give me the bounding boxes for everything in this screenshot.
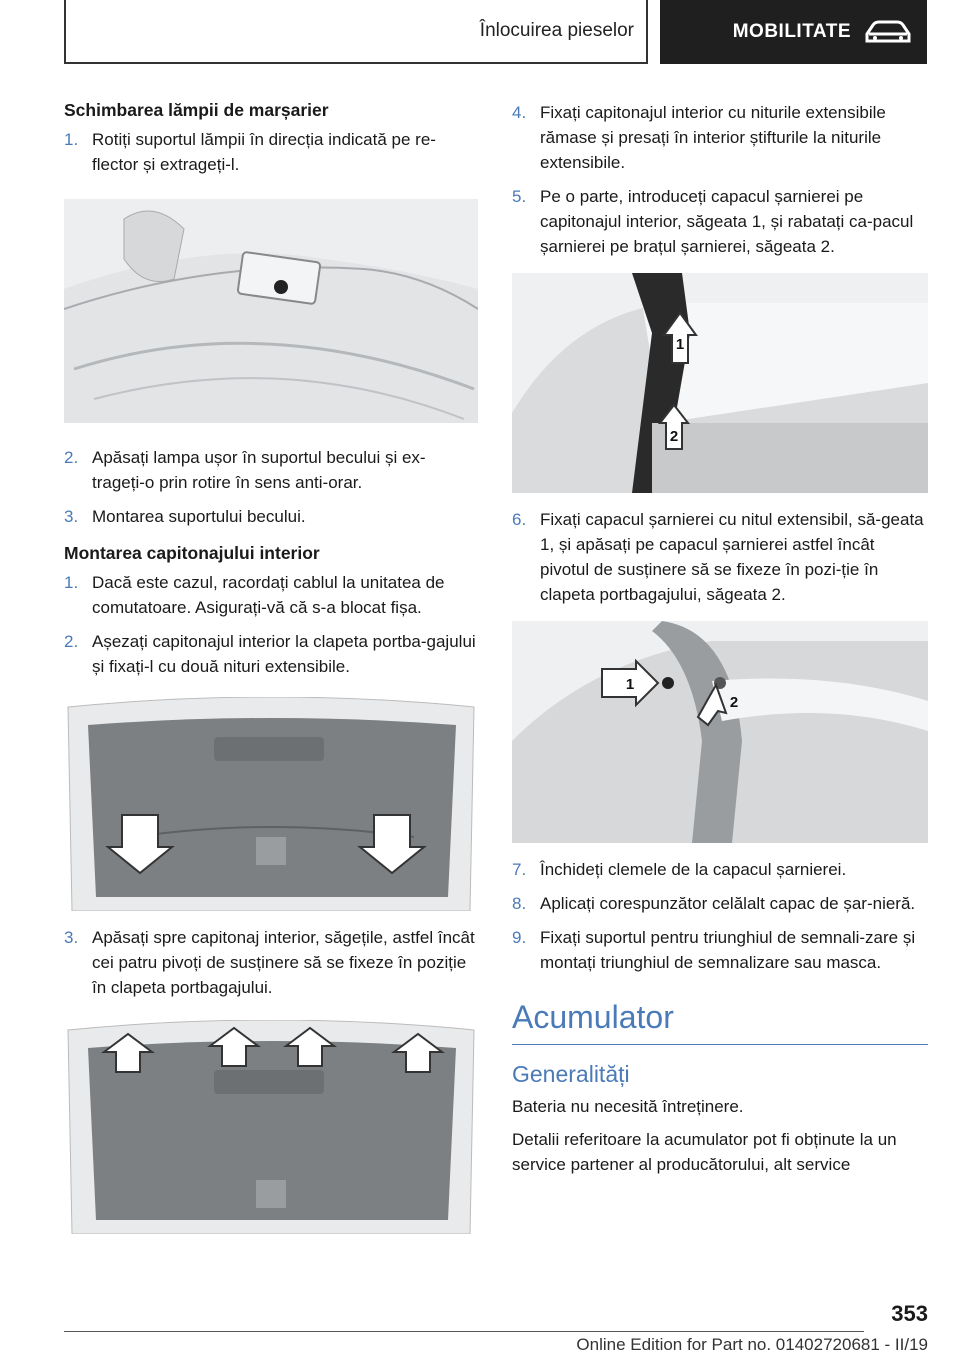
fig6-arrow1-label: 1 bbox=[625, 676, 635, 693]
car-icon bbox=[863, 19, 913, 45]
step-number: 9. bbox=[512, 928, 527, 947]
heading-reverse-lamp: Schimbarea lămpii de marșarier bbox=[64, 100, 329, 120]
list-item bbox=[64, 504, 478, 529]
heading-general: Generalități bbox=[512, 1061, 630, 1087]
footer-divider bbox=[64, 1331, 864, 1332]
paragraph-details: Detalii referitoare la acumulator pot fi obținute la un service partener al producătorului, alt service bbox=[512, 1130, 897, 1174]
step-number: 3. bbox=[64, 928, 79, 947]
list-item bbox=[512, 925, 928, 975]
step-number: 2. bbox=[64, 448, 79, 467]
left-column bbox=[64, 100, 478, 1234]
list-item bbox=[512, 857, 928, 882]
list-item bbox=[64, 925, 478, 1000]
heading-trim: Montarea capitonajului interior bbox=[64, 543, 320, 563]
figure-hinge-cover-insert bbox=[512, 273, 928, 493]
step-text: Fixați suportul pentru triunghiul de semnali-zare și montați triunghiul de semnalizare sau masca. bbox=[540, 928, 916, 972]
paragraph-maintenance: Bateria nu necesită întreținere. bbox=[512, 1097, 744, 1116]
figure-trim-up-arrows bbox=[64, 1020, 478, 1234]
step-number: 6. bbox=[512, 510, 527, 529]
step-text: Dacă este cazul, racordați cablul la unitatea de comutatoare. Asigurați-vă că s-a blocat fișa. bbox=[92, 573, 445, 617]
figure-hinge-cover-fix bbox=[512, 621, 928, 843]
right-column bbox=[512, 100, 928, 1185]
step-text: Fixați capacul șarnierei cu nitul extensibil, să-geata 1, și apăsați pe capacul șarnierei astfel încât pivotul de susținere să se fixeze în pozi-ție în clapeta portbagajului, săgeata 2. bbox=[540, 510, 924, 604]
fig5-arrow2-label: 2 bbox=[669, 428, 679, 445]
header-section-box bbox=[64, 0, 648, 64]
step-number: 7. bbox=[512, 860, 527, 879]
list-item bbox=[64, 445, 478, 495]
figure-trim-down-arrows bbox=[64, 697, 478, 911]
step-text: Apăsați spre capitonaj interior, săgețile, astfel încât cei patru pivoți de susținere să se fixeze în poziție în clapeta portbagajului. bbox=[92, 928, 475, 997]
step-number: 8. bbox=[512, 894, 527, 913]
step-number: 3. bbox=[64, 507, 79, 526]
list-item bbox=[512, 891, 928, 916]
step-text: Montarea suportului becului. bbox=[92, 507, 306, 526]
step-text: Apăsați lampa ușor în suportul becului și ex-trageți-o prin rotire în sens anti-orar. bbox=[92, 448, 426, 492]
step-text: Aplicați corespunzător celălalt capac de șar-nieră. bbox=[540, 894, 916, 913]
list-item bbox=[512, 100, 928, 175]
footer-edition: Online Edition for Part no. 01402720681 - II/19 bbox=[576, 1335, 928, 1354]
header-section-title: Înlocuirea pieselor bbox=[479, 20, 634, 41]
step-number: 2. bbox=[64, 632, 79, 651]
header-chapter-box bbox=[660, 0, 927, 64]
list-item bbox=[512, 507, 928, 607]
step-text: Fixați capitonajul interior cu niturile extensibile rămase și presați în interior știfturile la niturile extensibile. bbox=[540, 103, 886, 172]
list-item bbox=[64, 629, 478, 679]
step-number: 4. bbox=[512, 103, 527, 122]
step-number: 1. bbox=[64, 573, 79, 592]
figure-lamp-holder bbox=[64, 199, 478, 423]
list-item bbox=[64, 127, 478, 177]
header-chapter-title: MOBILITATE bbox=[732, 21, 851, 42]
step-number: 5. bbox=[512, 187, 527, 206]
step-text: Închideți clemele de la capacul șarnierei. bbox=[540, 860, 847, 879]
list-item bbox=[512, 184, 928, 259]
step-text: Pe o parte, introduceți capacul șarnierei pe capitonajul interior, săgeata 1, și rabatați ca-pacul șarnierei pe brațul șarnierei, săgeata 2. bbox=[540, 187, 914, 256]
fig5-arrow1-label: 1 bbox=[675, 336, 685, 353]
fig6-arrow2-label: 2 bbox=[729, 694, 739, 711]
heading-battery: Acumulator bbox=[512, 999, 674, 1035]
step-number: 1. bbox=[64, 130, 79, 149]
heading-battery-wrap bbox=[512, 999, 928, 1045]
page-number: 353 bbox=[891, 1301, 928, 1326]
step-text: Rotiți suportul lămpii în direcția indicată pe re-flector și extrageți-l. bbox=[92, 130, 436, 174]
list-item bbox=[64, 570, 478, 620]
step-text: Așezați capitonajul interior la clapeta portba-gajului și fixați-l cu două nituri extensibile. bbox=[92, 632, 476, 676]
